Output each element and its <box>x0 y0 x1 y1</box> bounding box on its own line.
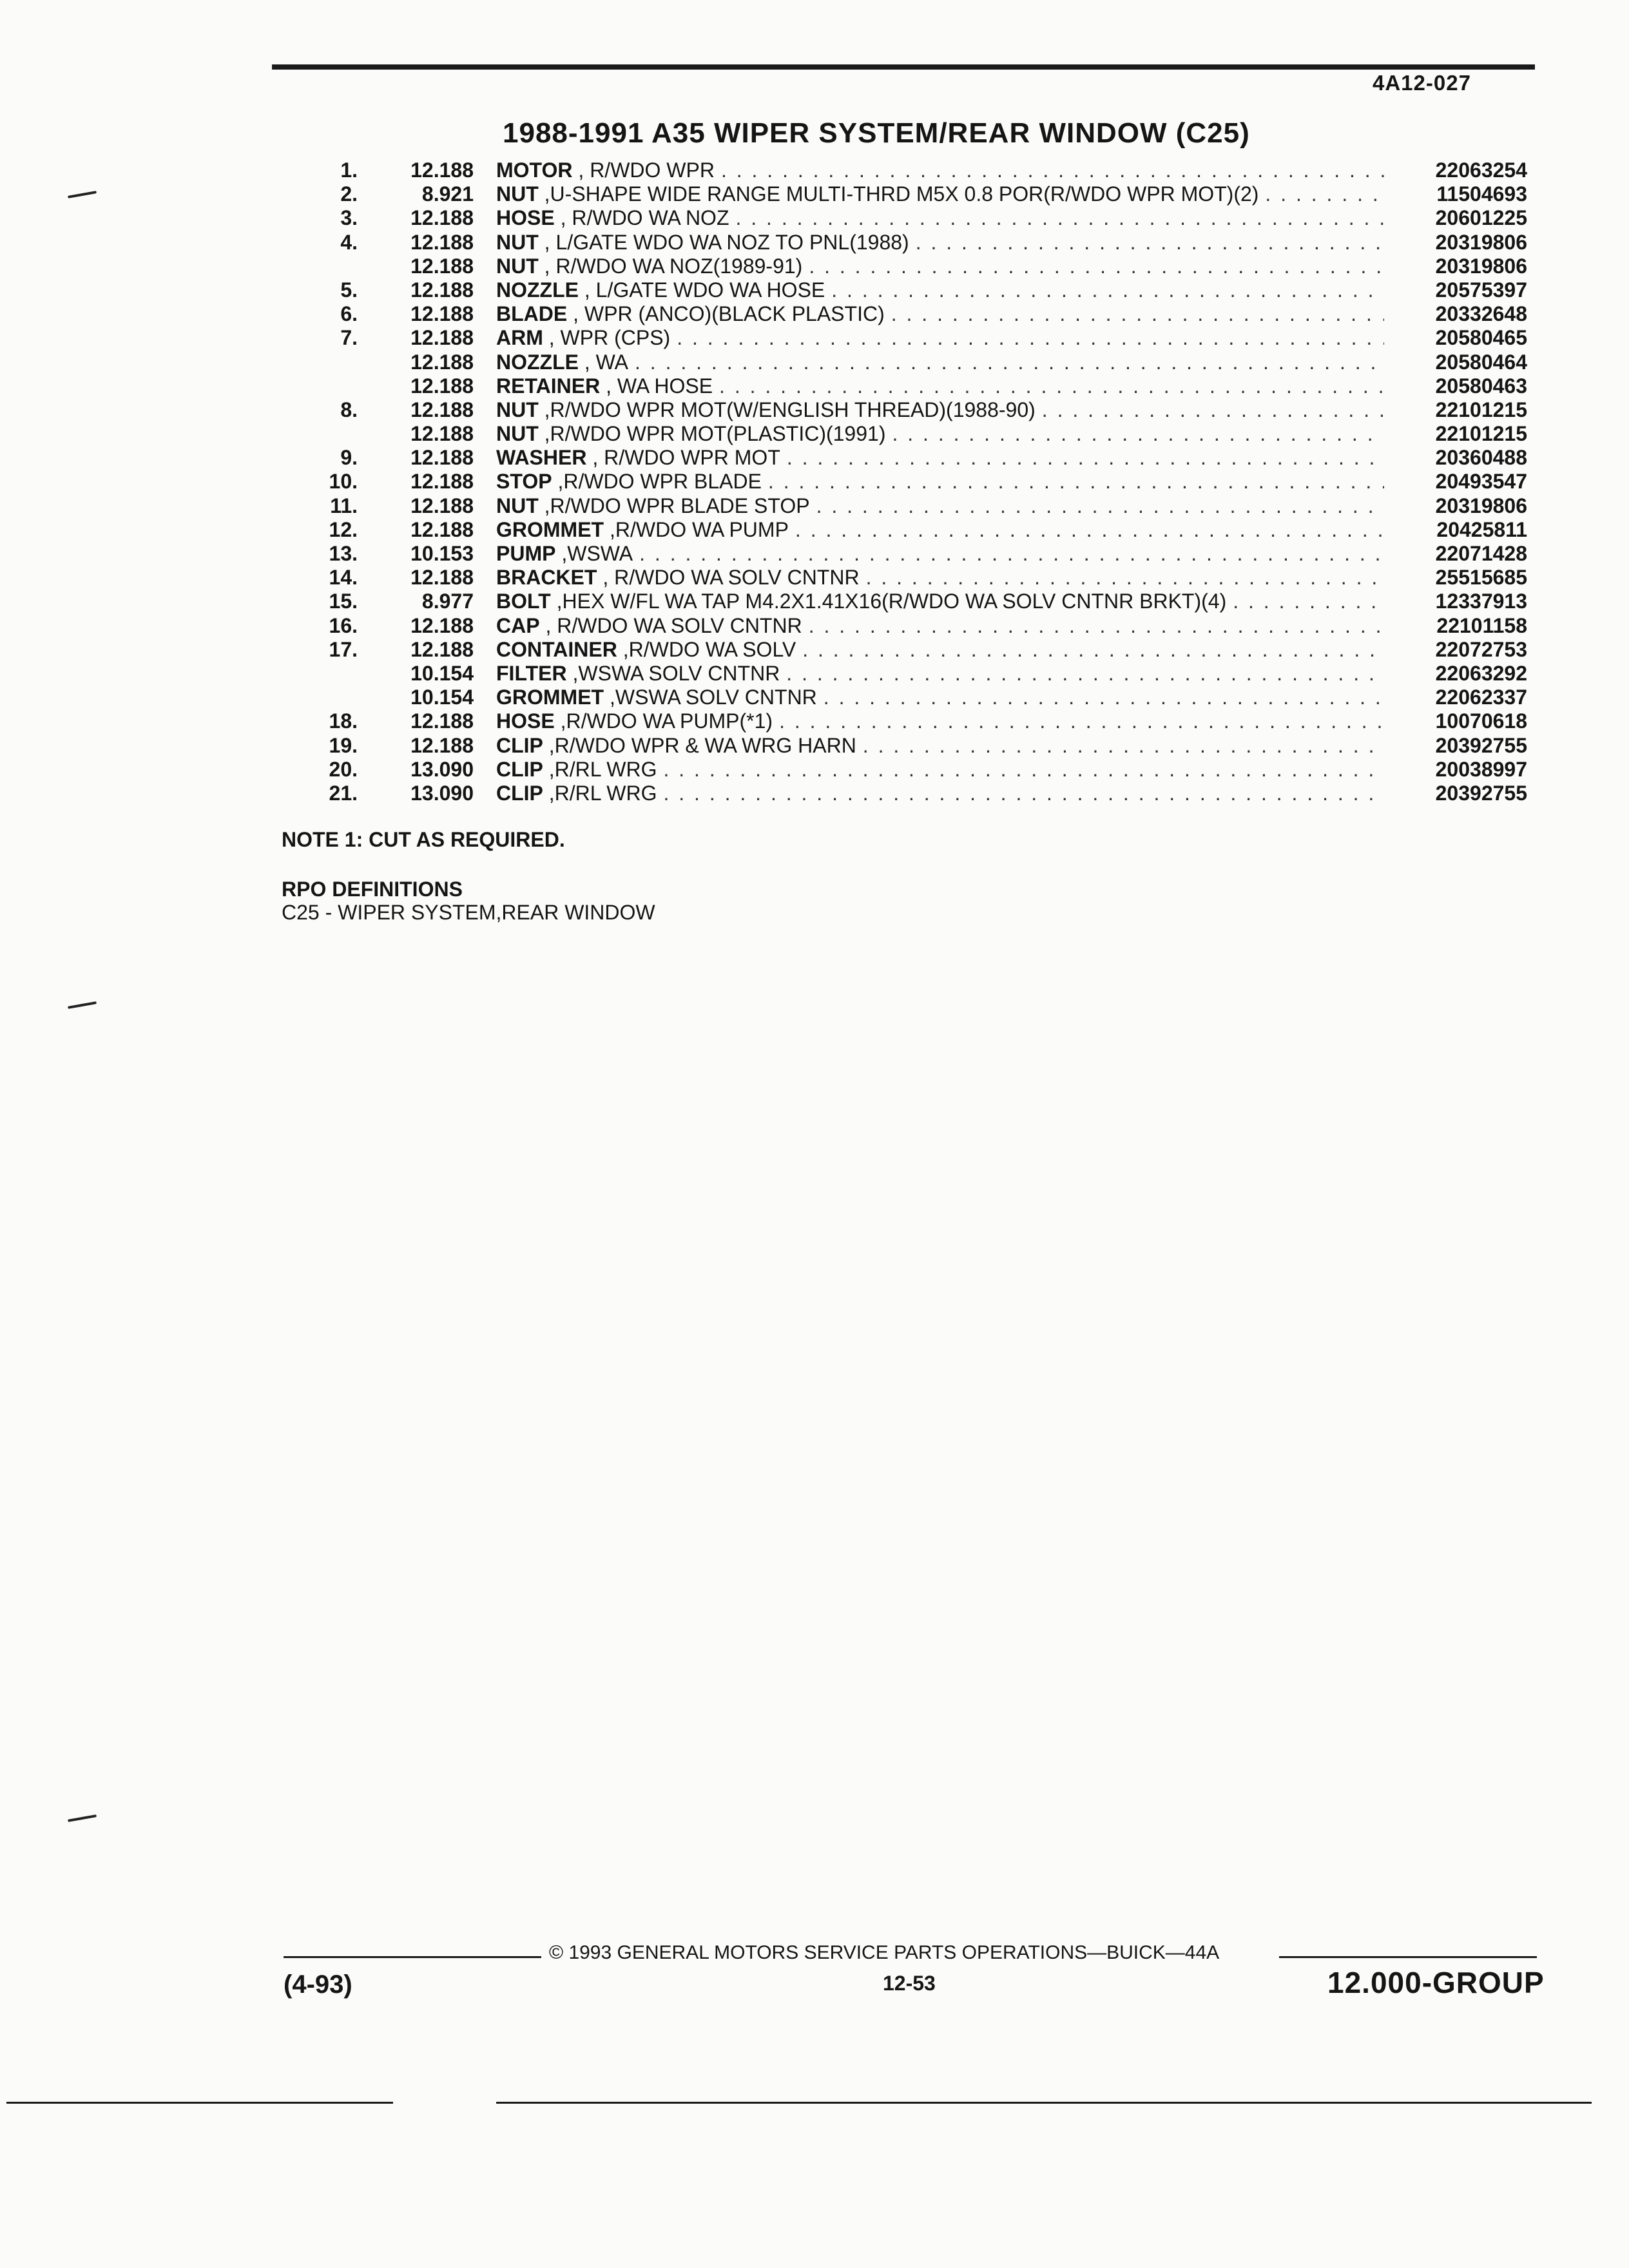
leader-dots <box>802 638 1384 662</box>
part-number: 11504693 <box>1436 182 1527 206</box>
header-rule <box>272 64 1535 70</box>
part-name: BOLT <box>496 590 551 613</box>
item-number: 21. <box>329 781 358 805</box>
part-description <box>496 590 1527 613</box>
group-number: 12.188 <box>410 278 474 302</box>
part-detail: ,R/RL WRG <box>543 781 657 805</box>
group-number: 12.188 <box>410 709 474 733</box>
item-number: 5. <box>340 278 358 302</box>
leader-dots <box>635 351 1384 374</box>
part-name: BRACKET <box>496 566 597 590</box>
part-detail: ,R/WDO WPR MOT(PLASTIC)(1991) <box>538 422 886 446</box>
group-number: 12.188 <box>410 206 474 230</box>
part-number: 22072753 <box>1435 637 1527 661</box>
part-number: 20580464 <box>1435 350 1527 374</box>
part-detail: , R/WDO WPR MOT <box>586 446 780 470</box>
group-number: 12.188 <box>410 470 474 494</box>
part-row <box>284 326 1527 350</box>
part-detail: , WA <box>578 350 629 374</box>
revision-date: (4-93) <box>284 1970 352 1999</box>
item-number: 8. <box>340 398 358 421</box>
group-number: 13.090 <box>410 781 474 805</box>
part-name: NUT <box>496 398 539 421</box>
group-number: 12.188 <box>410 254 474 278</box>
group-number: 12.188 <box>410 398 474 421</box>
footer-rule-left <box>284 1956 541 1958</box>
part-description <box>496 470 1527 494</box>
part-name: NUT <box>496 230 539 254</box>
part-row <box>284 446 1527 470</box>
part-number: 20319806 <box>1435 494 1527 517</box>
part-number: 20580465 <box>1435 326 1527 350</box>
leader-dots <box>891 302 1384 326</box>
group-number: 12.188 <box>410 374 474 398</box>
part-description <box>496 182 1527 206</box>
item-number: 18. <box>329 709 358 733</box>
item-number: 20. <box>329 757 358 781</box>
part-row <box>284 374 1527 398</box>
part-description <box>496 374 1527 398</box>
part-number: 22062337 <box>1435 686 1527 709</box>
part-number: 22071428 <box>1435 542 1527 565</box>
part-row <box>284 278 1527 302</box>
group-number: 12.188 <box>410 302 474 326</box>
leader-dots <box>786 662 1384 686</box>
group-number: 12.188 <box>410 350 474 374</box>
part-detail: ,R/WDO WA SOLV <box>617 637 796 661</box>
part-row <box>284 734 1527 758</box>
group-number: 12.188 <box>410 517 474 541</box>
part-description <box>496 638 1527 662</box>
part-row <box>284 662 1527 686</box>
part-name: CLIP <box>496 781 543 805</box>
group-number: 10.153 <box>410 542 474 565</box>
leader-dots <box>824 686 1384 709</box>
item-number: 4. <box>340 230 358 254</box>
part-name: GROMMET <box>496 517 604 541</box>
part-row <box>284 590 1527 613</box>
part-detail: , R/WDO WA SOLV CNTNR <box>597 566 860 590</box>
group-number: 12.188 <box>410 230 474 254</box>
part-number: 20425811 <box>1436 517 1527 541</box>
part-number: 20392755 <box>1435 781 1527 805</box>
leader-dots <box>663 758 1384 782</box>
part-detail: ,WSWA SOLV CNTNR <box>566 661 780 685</box>
item-number: 12. <box>329 517 358 541</box>
leader-dots <box>1042 398 1384 422</box>
copyright: © 1993 GENERAL MOTORS SERVICE PARTS OPERATIONS—BUICK—44A <box>549 1942 1220 1963</box>
leader-dots <box>809 255 1384 278</box>
part-name: GROMMET <box>496 686 604 709</box>
part-name: HOSE <box>496 709 555 733</box>
group-number: 12.188 <box>410 159 474 182</box>
part-detail: , WPR (CPS) <box>543 326 671 350</box>
item-number: 13. <box>329 542 358 565</box>
part-description <box>496 398 1527 422</box>
part-number: 20360488 <box>1435 446 1527 470</box>
leader-dots <box>663 782 1384 805</box>
part-number: 20392755 <box>1435 733 1527 757</box>
item-number: 17. <box>329 637 358 661</box>
part-name: HOSE <box>496 206 555 230</box>
part-detail: , WPR (ANCO)(BLACK PLASTIC) <box>567 302 885 326</box>
item-number: 10. <box>329 470 358 494</box>
part-detail: ,WSWA SOLV CNTNR <box>604 686 817 709</box>
footer-rule-right <box>1279 1956 1537 1958</box>
part-description <box>496 614 1527 638</box>
part-row <box>284 758 1527 782</box>
part-number: 22101215 <box>1435 422 1527 446</box>
part-description <box>496 231 1527 255</box>
part-name: CLIP <box>496 733 543 757</box>
leader-dots <box>779 709 1384 733</box>
group-number: 12.188 <box>410 613 474 637</box>
part-name: NUT <box>496 182 539 206</box>
part-detail: , L/GATE WDO WA NOZ TO PNL(1988) <box>538 230 909 254</box>
bottom-edge-rule <box>496 2102 1592 2104</box>
part-name: CAP <box>496 613 540 637</box>
part-row <box>284 231 1527 255</box>
part-detail: ,R/WDO WPR BLADE <box>552 470 762 494</box>
part-name: MOTOR <box>496 159 573 182</box>
part-description <box>496 206 1527 230</box>
item-number: 14. <box>329 566 358 590</box>
part-detail: , R/WDO WA SOLV CNTNR <box>539 613 802 637</box>
part-name: NUT <box>496 494 539 517</box>
part-number: 20038997 <box>1435 757 1527 781</box>
group-number: 12.188 <box>410 566 474 590</box>
item-number: 11. <box>330 494 358 517</box>
part-description <box>496 255 1527 278</box>
part-number: 22063254 <box>1435 159 1527 182</box>
leader-dots <box>916 231 1384 255</box>
part-number: 25515685 <box>1435 566 1527 590</box>
part-row <box>284 398 1527 422</box>
item-number: 6. <box>340 302 358 326</box>
part-row <box>284 206 1527 230</box>
part-detail: ,WSWA <box>555 542 633 565</box>
part-detail: , WA HOSE <box>600 374 713 398</box>
leader-dots <box>721 159 1384 182</box>
part-name: CLIP <box>496 757 543 781</box>
leader-dots <box>866 566 1384 590</box>
parts-list <box>284 159 1527 805</box>
part-description <box>496 326 1527 350</box>
item-number: 7. <box>340 326 358 350</box>
leader-dots <box>816 494 1384 518</box>
part-row <box>284 782 1527 805</box>
part-detail: , L/GATE WDO WA HOSE <box>578 278 825 302</box>
part-detail: ,R/RL WRG <box>543 757 657 781</box>
item-number: 15. <box>329 590 358 613</box>
part-name: NOZZLE <box>496 350 579 374</box>
item-number: 16. <box>329 613 358 637</box>
part-detail: , R/WDO WA NOZ(1989-91) <box>538 254 803 278</box>
part-name: NOZZLE <box>496 278 579 302</box>
part-row <box>284 422 1527 446</box>
page-title: 1988-1991 A35 WIPER SYSTEM/REAR WINDOW (C25) <box>503 117 1250 149</box>
part-name: FILTER <box>496 661 567 685</box>
group-number: 8.977 <box>421 590 474 613</box>
part-name: WASHER <box>496 446 587 470</box>
item-number: 2. <box>340 182 358 206</box>
part-name: BLADE <box>496 302 568 326</box>
group-number: 12.188 <box>410 494 474 517</box>
part-number: 20493547 <box>1435 470 1527 494</box>
part-row <box>284 470 1527 494</box>
leader-dots <box>719 374 1384 398</box>
part-row <box>284 255 1527 278</box>
part-description <box>496 278 1527 302</box>
part-number: 20601225 <box>1435 206 1527 230</box>
leader-dots <box>863 734 1384 758</box>
leader-dots <box>1265 182 1384 206</box>
part-row <box>284 159 1527 182</box>
part-description <box>496 494 1527 518</box>
leader-dots <box>795 518 1384 542</box>
part-detail: ,U-SHAPE WIDE RANGE MULTI-THRD M5X 0.8 POR(R/WDO WPR MOT)(2) <box>538 182 1259 206</box>
part-detail: , R/WDO WPR <box>572 159 715 182</box>
part-description <box>496 542 1527 566</box>
part-number: 20580463 <box>1435 374 1527 398</box>
group-number: 12.188 <box>410 326 474 350</box>
punch-mark <box>68 191 97 198</box>
part-number: 20575397 <box>1435 278 1527 302</box>
punch-mark <box>68 1001 97 1009</box>
bottom-edge-rule <box>6 2102 393 2104</box>
part-detail: ,R/WDO WPR MOT(W/ENGLISH THREAD)(1988-90) <box>538 398 1036 421</box>
item-number: 19. <box>329 733 358 757</box>
part-row <box>284 351 1527 374</box>
part-row <box>284 302 1527 326</box>
part-description <box>496 709 1527 733</box>
part-number: 22101158 <box>1436 613 1527 637</box>
leader-dots <box>677 326 1384 350</box>
part-number: 22063292 <box>1435 661 1527 685</box>
group-number: 10.154 <box>410 661 474 685</box>
part-row <box>284 494 1527 518</box>
part-name: NUT <box>496 422 539 446</box>
part-row <box>284 566 1527 590</box>
group-number: 8.921 <box>421 182 474 206</box>
part-description <box>496 422 1527 446</box>
part-detail: ,R/WDO WA PUMP(*1) <box>554 709 773 733</box>
doc-code: 4A12-027 <box>1373 71 1471 95</box>
part-description <box>496 782 1527 805</box>
part-number: 20319806 <box>1435 230 1527 254</box>
leader-dots <box>639 542 1384 566</box>
part-detail: ,R/WDO WA PUMP <box>604 517 789 541</box>
leader-dots <box>768 470 1384 494</box>
item-number: 3. <box>340 206 358 230</box>
part-description <box>496 351 1527 374</box>
leader-dots <box>1233 590 1384 613</box>
punch-mark <box>68 1814 97 1822</box>
part-name: PUMP <box>496 542 556 565</box>
group-number: 10.154 <box>410 686 474 709</box>
rpo-definition: C25 - WIPER SYSTEM,REAR WINDOW <box>282 901 655 924</box>
part-row <box>284 542 1527 566</box>
part-row <box>284 709 1527 733</box>
leader-dots <box>892 422 1384 446</box>
part-detail: ,R/WDO WPR & WA WRG HARN <box>543 733 856 757</box>
note: NOTE 1: CUT AS REQUIRED. <box>282 828 565 851</box>
part-number: 20332648 <box>1435 302 1527 326</box>
part-detail: , R/WDO WA NOZ <box>554 206 729 230</box>
part-description <box>496 758 1527 782</box>
group-number: 12.188 <box>410 637 474 661</box>
part-detail: ,HEX W/FL WA TAP M4.2X1.41X16(R/WDO WA SOLV CNTNR BRKT)(4) <box>550 590 1227 613</box>
leader-dots <box>809 614 1384 638</box>
part-description <box>496 446 1527 470</box>
group-number: 13.090 <box>410 757 474 781</box>
group-label: 12.000-GROUP <box>1327 1966 1545 1999</box>
part-detail: ,R/WDO WPR BLADE STOP <box>538 494 810 517</box>
rpo-heading: RPO DEFINITIONS <box>282 878 463 901</box>
part-description <box>496 662 1527 686</box>
part-description <box>496 302 1527 326</box>
part-row <box>284 638 1527 662</box>
part-name: ARM <box>496 326 543 350</box>
page-number: 12-53 <box>883 1972 936 1995</box>
part-description <box>496 566 1527 590</box>
part-description <box>496 734 1527 758</box>
part-name: RETAINER <box>496 374 601 398</box>
part-name: STOP <box>496 470 552 494</box>
part-row <box>284 182 1527 206</box>
part-name: CONTAINER <box>496 637 617 661</box>
item-number: 9. <box>340 446 358 470</box>
group-number: 12.188 <box>410 733 474 757</box>
item-number: 1. <box>340 159 358 182</box>
leader-dots <box>831 278 1384 302</box>
part-number: 10070618 <box>1435 709 1527 733</box>
leader-dots <box>787 446 1384 470</box>
group-number: 12.188 <box>410 422 474 446</box>
leader-dots <box>735 206 1384 230</box>
part-row <box>284 686 1527 709</box>
part-name: NUT <box>496 254 539 278</box>
part-description <box>496 686 1527 709</box>
part-number: 20319806 <box>1435 254 1527 278</box>
part-description <box>496 159 1527 182</box>
part-description <box>496 518 1527 542</box>
part-number: 12337913 <box>1435 590 1527 613</box>
part-number: 22101215 <box>1435 398 1527 421</box>
part-row <box>284 518 1527 542</box>
group-number: 12.188 <box>410 446 474 470</box>
part-row <box>284 614 1527 638</box>
